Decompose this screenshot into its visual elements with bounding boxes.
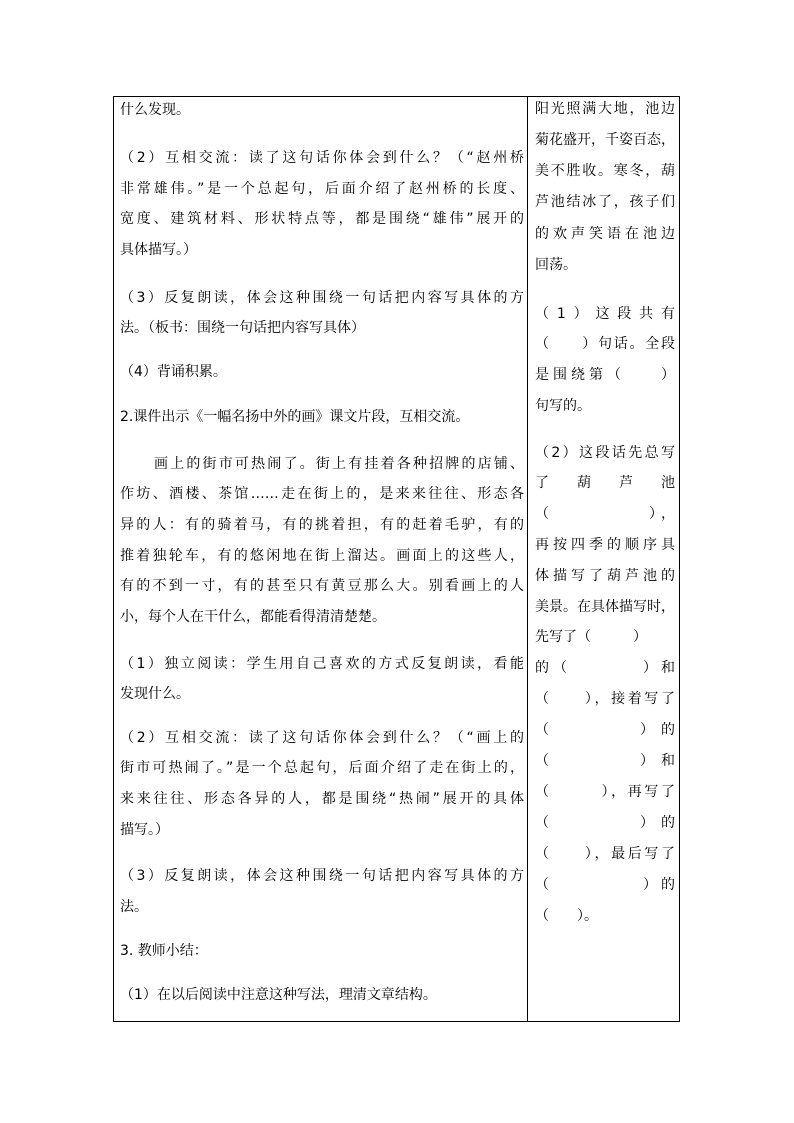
text-line: 异的人：有的骑着马，有的挑着担，有的赶着毛驴，有的 (120, 517, 524, 533)
text-line: （ ）， (535, 506, 675, 522)
text-line: 小，每个人在干什么，都能看得清清楚楚。 (120, 609, 386, 625)
text-line: 宽度、建筑材料、形状特点等，都是围绕“雄伟”展开的 (120, 211, 524, 227)
text-line: （ ）的 (535, 722, 675, 738)
text-line: 美不胜收。寒冬，葫 (535, 163, 675, 179)
text-line: 来来往往、形态各异的人，都是围绕“热闹”展开的具体 (120, 791, 524, 807)
text-line: 有的不到一寸，有的甚至只有黄豆那么大。别看画上的人 (120, 578, 524, 594)
text-line: 推着独轮车，有的悠闲地在街上溜达。画面上的这些人， (120, 548, 524, 564)
text-line: 是围绕第（ ） (535, 367, 675, 383)
text-line: （1）这段共有 (535, 306, 675, 322)
text-line: 非常雄伟。”是一个总起句，后面介绍了赵州桥的长度、 (120, 181, 524, 197)
text-line: 法。 (120, 899, 148, 915)
text-line: 体描写了葫芦池的 (535, 568, 675, 584)
text-line: 画上的街市可热闹了。街上有挂着各种招牌的店铺、 (154, 456, 524, 472)
text-line: （ ），接着写了 (535, 691, 675, 707)
text-line: （2）这段话先总写 (535, 445, 675, 461)
text-line: （ ）和 (535, 753, 675, 769)
text-line: 先写了（ ） (535, 629, 647, 645)
text-line: （3）反复朗读，体会这种围绕一句话把内容写具体的方 (120, 868, 524, 884)
column-divider (527, 97, 528, 1021)
text-line: （1）在以后阅读中注意这种写法，理清文章结构。 (120, 987, 437, 1003)
text-line: 回荡。 (535, 257, 577, 273)
text-line: 描写。） (120, 822, 169, 838)
text-line: 3. 教师小结： (120, 943, 208, 959)
text-line: 美景。在具体描写时， (535, 599, 675, 615)
text-line: 法。（板书：围绕一句话把内容写具体） (120, 320, 365, 336)
text-line: 的欢声笑语在池边 (535, 226, 675, 242)
text-line: （4）背诵积累。 (120, 364, 227, 380)
text-line: 具体描写。） (120, 242, 197, 258)
text-line: （ ），再写了 (535, 784, 675, 800)
text-line: （ ）的 (535, 815, 675, 831)
text-line: 街市可热闹了。”是一个总起句，后面介绍了走在街上的， (120, 760, 524, 776)
text-line: 2.课件出示《一幅名扬中外的画》课文片段，互相交流。 (120, 409, 470, 425)
text-line: 菊花盛开，千姿百态， (535, 132, 675, 148)
text-line: 阳光照满大地，池边 (535, 101, 675, 117)
text-line: 发现什么。 (120, 686, 190, 702)
lesson-table (113, 96, 680, 1022)
text-line: （2）互相交流：读了这句话你体会到什么？（“画上的 (120, 730, 524, 746)
text-line: （ ）。 (535, 908, 598, 924)
text-line: 的（ ）和 (535, 660, 675, 676)
text-line: （2）互相交流：读了这句话你体会到什么？（“赵州桥 (120, 150, 524, 166)
text-line: （ ），最后写了 (535, 846, 675, 862)
text-line: 什么发现。 (120, 102, 190, 118)
text-line: （ ）句话。全段 (535, 336, 675, 352)
text-line: 句写的。 (535, 398, 591, 414)
text-line: 作坊、酒楼、茶馆……走在街上的，是来来往往、形态各 (120, 486, 524, 502)
text-line: 了 葫 芦 池 (535, 475, 675, 491)
text-line: 芦池结冰了，孩子们 (535, 194, 675, 210)
text-line: （ ）的 (535, 877, 675, 893)
text-line: （3）反复朗读，体会这种围绕一句话把内容写具体的方 (120, 290, 524, 306)
text-line: （1）独立阅读：学生用自己喜欢的方式反复朗读，看能 (120, 656, 524, 672)
text-line: 再按四季的顺序具 (535, 537, 675, 553)
